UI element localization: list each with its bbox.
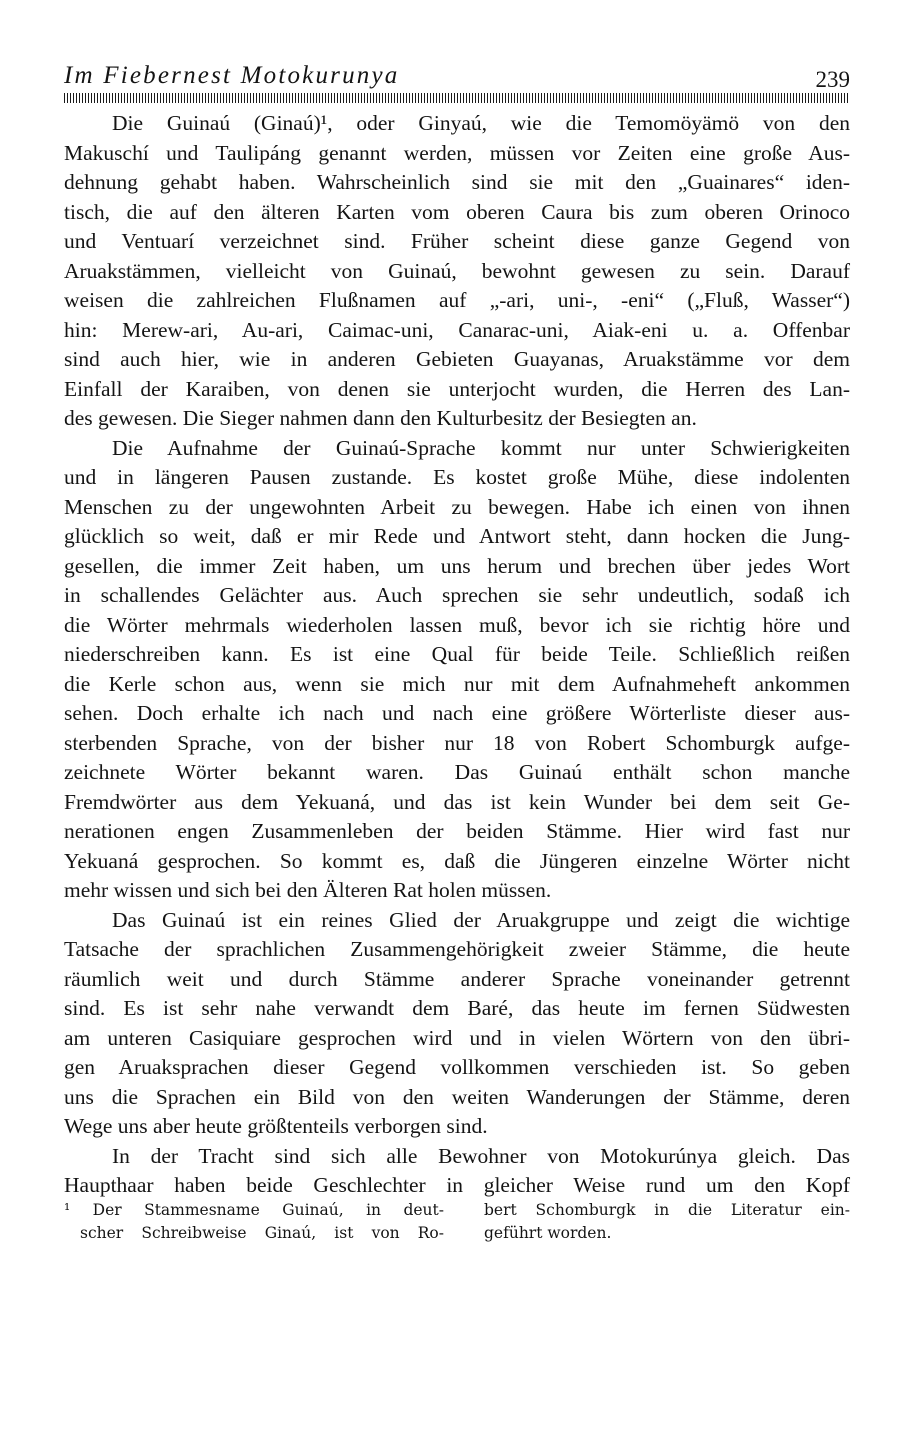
text-line: zeichnete Wörter bekannt waren. Das Guinaú enthält schon manche (64, 760, 850, 784)
text-line: dehnung gehabt haben. Wahrscheinlich sind sie mit den „Guainares“ iden- (64, 170, 850, 194)
footnote-line: bert Schomburgk in die Literatur ein- (484, 1201, 850, 1219)
footnote-line: scher Schreibweise Ginaú, ist von Ro- (80, 1224, 444, 1242)
running-head (64, 62, 850, 90)
text-line: Die Guinaú (Ginaú)¹, oder Ginyaú, wie die Temomöyämö von den (112, 111, 850, 135)
text-line: sehen. Doch erhalte ich nach und nach eine größere Wörterliste dieser aus- (64, 701, 850, 725)
header-rule (64, 93, 850, 103)
paragraph (64, 434, 850, 906)
body-text (64, 109, 850, 1201)
text-line: nerationen engen Zusammenleben der beiden Stämme. Hier wird fast nur (64, 819, 850, 843)
text-line: Einfall der Karaiben, von denen sie unterjocht wurden, die Herren des Lan- (64, 376, 850, 401)
text-line: Makuschí und Taulipáng genannt werden, müssen vor Zeiten eine große Aus- (64, 140, 850, 165)
running-title: Im Fiebernest Motokurunya (64, 62, 400, 89)
text-line: die Wörter mehrmals wiederholen lassen muß, bevor ich sie richtig höre und (64, 612, 850, 637)
text-line: sind. Es ist sehr nahe verwandt dem Baré, das heute im fernen Südwesten (64, 996, 850, 1020)
text-line: Tatsache der sprachlichen Zusammengehörigkeit zweier Stämme, die heute (64, 937, 850, 961)
text-line: sind auch hier, wie in anderen Gebieten Guayanas, Aruakstämme vor dem (64, 347, 850, 371)
text-line: Die Aufnahme der Guinaú-Sprache kommt nur unter Schwierigkeiten (112, 435, 850, 460)
text-line: räumlich weit und durch Stämme anderer Sprache voneinander getrennt (64, 966, 850, 991)
text-line: und in längeren Pausen zustande. Es kostet große Mühe, diese indolenten (64, 465, 850, 489)
text-line: in schallendes Gelächter aus. Auch sprechen sie sehr undeutlich, sodaß ich (64, 583, 850, 607)
text-line: niederschreiben kann. Es ist eine Qual für beide Teile. Schließlich reißen (64, 642, 850, 666)
page-number: 239 (815, 67, 850, 92)
text-line: tisch, die auf den älteren Karten vom oberen Caura bis zum oberen Orinoco (64, 199, 850, 224)
text-line: Yekuaná gesprochen. So kommt es, daß die Jüngeren einzelne Wörter nicht (64, 848, 850, 873)
text-line: des gewesen. Die Sieger nahmen dann den Kulturbesitz der Besiegten an. (64, 406, 697, 430)
text-line: glücklich so weit, daß er mir Rede und Antwort steht, dann hocken die Jung- (64, 524, 850, 548)
text-line: In der Tracht sind sich alle Bewohner von Motokurúnya gleich. Das (112, 1143, 850, 1168)
text-line: sterbenden Sprache, von der bisher nur 18 von Robert Schomburgk aufge- (64, 730, 850, 755)
text-line: die Kerle schon aus, wenn sie mich nur mit dem Aufnahmeheft ankommen (64, 671, 850, 696)
text-line: gen Aruaksprachen dieser Gegend vollkommen verschieden ist. So geben (64, 1055, 850, 1079)
text-line: Das Guinaú ist ein reines Glied der Aruakgruppe und zeigt die wichtige (112, 907, 850, 932)
footnote-line: geführt worden. (484, 1224, 612, 1242)
text-line: Aruakstämmen, vielleicht von Guinaú, bewohnt gewesen zu sein. Darauf (64, 258, 850, 283)
text-line: Haupthaar haben beide Geschlechter in gleicher Weise rund um den Kopf (64, 1173, 850, 1197)
text-line: und Ventuarí verzeichnet sind. Früher scheint diese ganze Gegend von (64, 229, 850, 253)
footnote-left-column (64, 1199, 444, 1245)
text-line: weisen die zahlreichen Flußnamen auf „-ari, uni-, -eni“ („Fluß, Wasser“) (64, 288, 850, 312)
paragraph (64, 109, 850, 434)
text-line: Fremdwörter aus dem Yekuaná, und das ist kein Wunder bei dem seit Ge- (64, 789, 850, 814)
text-line: mehr wissen und sich bei den Älteren Rat holen müssen. (64, 878, 552, 902)
text-line: uns die Sprachen ein Bild von den weiten Wanderungen der Stämme, deren (64, 1084, 850, 1109)
text-line: am unteren Casiquiare gesprochen wird und in vielen Wörtern von den übri- (64, 1025, 850, 1050)
text-line: Menschen zu der ungewohnten Arbeit zu bewegen. Habe ich einen von ihnen (64, 494, 850, 519)
text-line: hin: Merew-ari, Au-ari, Caimac-uni, Canarac-uni, Aiak-eni u. a. Offenbar (64, 317, 850, 342)
paragraph (64, 906, 850, 1142)
footnote-line: ¹ Der Stammesname Guinaú, in deut- (64, 1201, 444, 1219)
paragraph (64, 1142, 850, 1201)
text-line: gesellen, die immer Zeit haben, um uns herum und brechen über jedes Wort (64, 553, 850, 578)
text-line: Wege uns aber heute größtenteils verborgen sind. (64, 1114, 488, 1138)
footnote-right-column (484, 1199, 850, 1245)
